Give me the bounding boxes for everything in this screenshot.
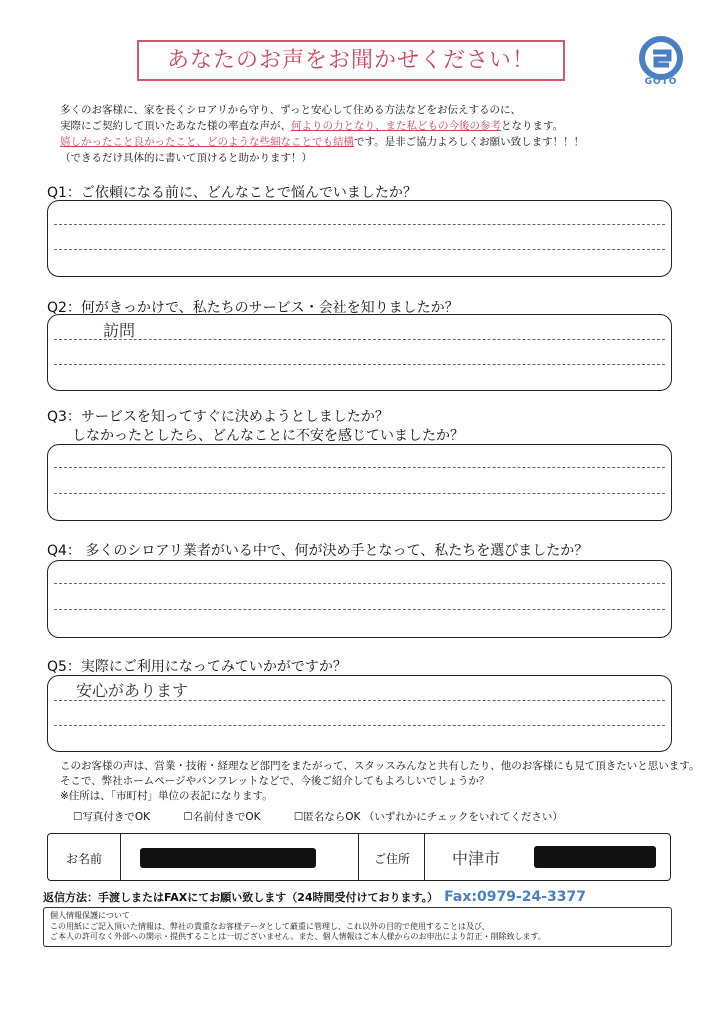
customer-info-box bbox=[47, 833, 671, 881]
usage-note-line-1: このお客様の声は、営業・技術・経理など部門をまたがって、スタッスみんなと共有したり、他のお客様にも見て頂きたいと思います。 bbox=[60, 760, 700, 772]
privacy-line-2: ご本人の許可なく外部への開示・提供することは一切ございません。また、個人情報はご本人様からのお申出により訂正・削除致します。 bbox=[50, 932, 546, 941]
question-2-label: Q2：何がきっかけで、私たちのサービス・会社を知りましたか？ bbox=[47, 300, 459, 316]
question-5-answer: 安心があります bbox=[76, 681, 189, 700]
question-2-answer: 訪問 bbox=[103, 321, 136, 340]
page-title: あなたのお声をお聞かせください！ bbox=[137, 40, 565, 81]
intro-line-4: （できるだけ具体的に書いて頂けると助かります！） bbox=[60, 152, 312, 164]
consent-options bbox=[73, 809, 593, 824]
usage-note bbox=[60, 759, 699, 804]
reply-method bbox=[43, 889, 586, 905]
dashed-line bbox=[54, 224, 665, 225]
question-3-label: Q3：サービスを知ってすぐに決めようとしましたか？ bbox=[47, 409, 389, 425]
dashed-line bbox=[54, 725, 665, 726]
address-value: 中津市 bbox=[452, 849, 501, 868]
dashed-line bbox=[54, 700, 665, 701]
intro-line-2: 実際にご契約して頂いたあなた様の率直な声が、何よりの力となり、また私どもの今後の参考となります。 bbox=[60, 120, 564, 132]
question-3-label-2: しなかったとしたら、どんなことに不安を感じていましたか？ bbox=[72, 428, 464, 444]
divider bbox=[120, 834, 121, 880]
fax-number: Fax:0979-24-3377 bbox=[444, 889, 587, 905]
privacy-title: 個人情報保護について bbox=[50, 911, 130, 920]
dashed-line bbox=[54, 339, 665, 340]
dashed-line bbox=[54, 609, 665, 610]
question-5-answer-box[interactable] bbox=[47, 675, 672, 752]
question-2-answer-box[interactable] bbox=[47, 314, 672, 391]
usage-note-line-3: ※住所は、「市町村」単位の表記になります。 bbox=[60, 790, 273, 802]
question-3-answer-box[interactable] bbox=[47, 444, 672, 521]
privacy-box bbox=[43, 907, 672, 947]
question-1-answer-box[interactable] bbox=[47, 200, 672, 277]
dashed-line bbox=[54, 364, 665, 365]
question-5-label: Q5：実際にご利用になってみていかがですか？ bbox=[47, 659, 347, 675]
privacy-line-1: この用紙にご記入頂いた情報は、弊社の貴重なお客様データとして厳重に管理し、これ以外の目的で使用することは及び、 bbox=[50, 921, 490, 931]
redacted-address bbox=[534, 846, 656, 868]
divider bbox=[358, 834, 359, 880]
question-1-label: Q1：ご依頼になる前に、どんなことで悩んでいましたか？ bbox=[47, 185, 417, 201]
consent-anonymous-checkbox[interactable]: ☐匿名ならOK （いずれかにチェックをいれてください） bbox=[293, 811, 563, 823]
consent-photo-checkbox[interactable]: ☐写真付きでOK bbox=[73, 811, 151, 823]
dashed-line bbox=[54, 467, 665, 468]
intro-line-3: 嬉しかったこと良かったこと、どのような些細なことでも結構です。是非ご協力よろしくお願い致します！！！ bbox=[60, 136, 585, 148]
dashed-line bbox=[54, 493, 665, 494]
usage-note-line-2: そこで、弊社ホームページやパンフレットなどで、今後ご紹介してもよろしいでしょうか？ bbox=[60, 775, 490, 787]
intro-line-1: 多くのお客様に、家を長くシロアリから守り、ずっと安心して住める方法などをお伝えするのに、 bbox=[60, 104, 521, 116]
dashed-line bbox=[54, 583, 665, 584]
question-4-answer-box[interactable] bbox=[47, 560, 672, 638]
reply-text: 返信方法：手渡しまたはFAXにてお願い致します（24時間受付けております。） bbox=[43, 891, 439, 904]
redacted-name bbox=[140, 848, 316, 868]
dashed-line bbox=[54, 249, 665, 250]
name-label: お名前 bbox=[66, 852, 103, 866]
consent-name-checkbox[interactable]: ☐名前付きでOK bbox=[183, 811, 261, 823]
question-4-label: Q4： 多くのシロアリ業者がいる中で、何が決め手となって、私たちを選びましたか？ bbox=[47, 543, 589, 559]
intro-text bbox=[60, 102, 584, 166]
address-label: ご住所 bbox=[374, 852, 411, 866]
logo-text: GOTO bbox=[644, 77, 678, 87]
divider bbox=[424, 834, 425, 880]
